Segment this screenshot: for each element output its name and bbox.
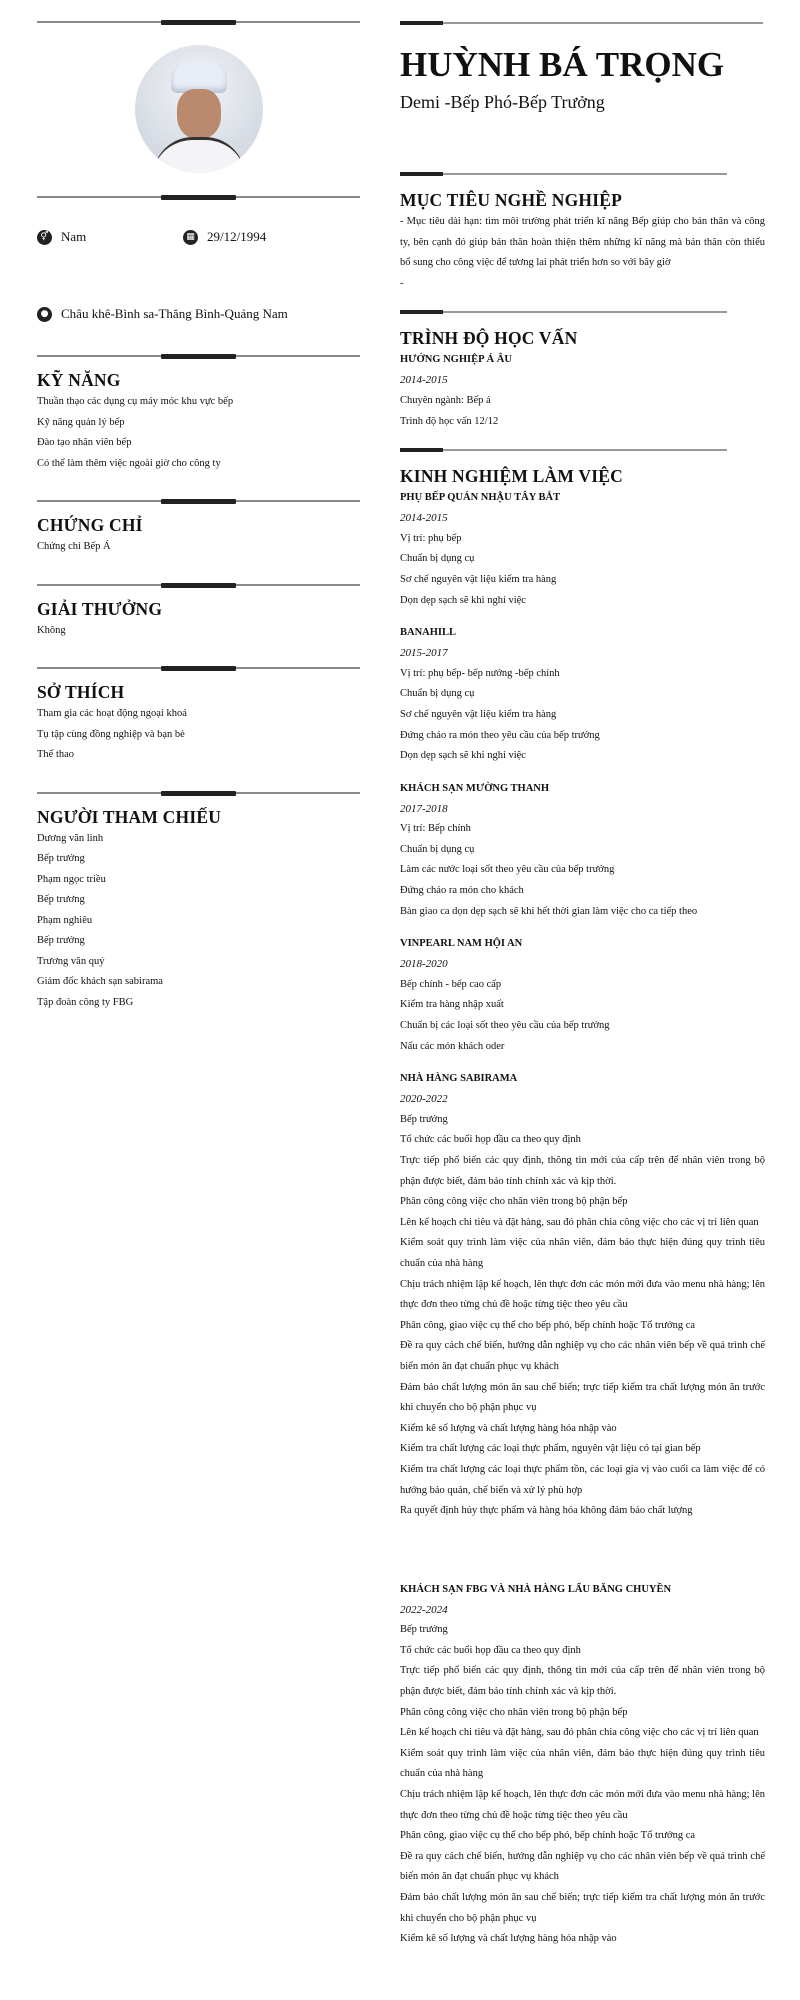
company-name: BANAHILL bbox=[400, 627, 457, 639]
job-entry bbox=[400, 779, 765, 923]
section-heading: GIẢI THƯỞNG bbox=[37, 598, 163, 619]
job-years: 2017-2018 bbox=[400, 802, 448, 815]
list-item: Chứng chỉ Bếp Á bbox=[37, 541, 111, 552]
job-duty: Đề ra quy cách chế biến, hướng dẫn nghiệp vụ cho các nhân viên bếp về quá trình chế biến món ăn đạt chuẩn phục vụ khách bbox=[400, 1850, 765, 1883]
divider bbox=[37, 20, 360, 24]
job-duty: Làm các nước loại sốt theo yêu cầu của bếp trưởng bbox=[400, 864, 615, 876]
job-duty: Sơ chế nguyên vật liệu kiểm tra hàng bbox=[400, 573, 557, 585]
divider bbox=[37, 791, 360, 795]
job-years: 2022-2024 bbox=[400, 1603, 448, 1616]
job-duty: Đảm bảo chất lượng món ăn sau chế biến; trực tiếp kiểm tra chất lượng món ăn trước khi chuyển cho bộ phận phục vụ bbox=[400, 1892, 765, 1924]
job-entry bbox=[400, 623, 765, 767]
section-experience bbox=[400, 448, 765, 1950]
list-item: Phạm nghiêu bbox=[37, 914, 93, 926]
job-duty: Phân công, giao việc cụ thể cho bếp phó, bếp chính hoặc Tổ trưởng ca bbox=[400, 1319, 696, 1331]
section-hobbies bbox=[37, 666, 360, 766]
divider bbox=[37, 354, 360, 358]
job-duty: Kiểm tra chất lượng các loại thực phẩm tồn, các loại gia vị vào cuối ca làm việc để có hướng bảo quản, chế biến và xử lý phù hợp bbox=[400, 1463, 765, 1496]
candidate-title: Demi -Bếp Phó-Bếp Trưởng bbox=[400, 92, 605, 112]
section-awards bbox=[37, 583, 360, 642]
job-duty: Dọn dẹp sạch sẽ khi nghỉ việc bbox=[400, 750, 526, 762]
company-name: NHÀ HÀNG SABIRAMA bbox=[400, 1073, 518, 1085]
job-duty: Phân công công việc cho nhân viên trong bộ phận bếp bbox=[400, 1196, 628, 1208]
job-duty: Tổ chức các buổi họp đầu ca theo quy định bbox=[400, 1644, 581, 1656]
job-years: 2020-2022 bbox=[400, 1093, 448, 1106]
job-duty: Chuẩn bị dụng cụ bbox=[400, 843, 475, 855]
job-duty: Chịu trách nhiệm lập kế hoạch, lên thực đơn các món mới đưa vào menu nhà hàng; lên thực đơn theo từng chủ đề hoặc từng tiệc theo yêu cầu bbox=[400, 1278, 765, 1311]
job-years: 2014-2015 bbox=[400, 512, 448, 525]
divider bbox=[400, 172, 727, 176]
list-item: Trương văn quý bbox=[37, 955, 105, 967]
job-entry bbox=[400, 1069, 765, 1521]
list-item: Không bbox=[37, 624, 66, 636]
job-duty: Trực tiếp phổ biến các quy định, thông tin mới của cấp trên để nhân viên trong bộ phận được biết, đảm bảo tính chính xác và kịp thời. bbox=[400, 1155, 765, 1187]
job-duty: Dọn dẹp sạch sẽ khi nghỉ việc bbox=[400, 594, 526, 606]
job-duty: Vị trí: phụ bếp bbox=[400, 532, 462, 544]
list-item: Giám đốc khách sạn sabirama bbox=[37, 976, 163, 987]
personal-info bbox=[37, 227, 360, 247]
right-column bbox=[400, 0, 765, 1950]
job-duty: Chuẩn bị dụng cụ bbox=[400, 553, 475, 565]
face-shape bbox=[177, 89, 221, 139]
job-duty: Đứng chảo ra món cho khách bbox=[400, 885, 524, 897]
job-duty: Chuẩn bị dụng cụ bbox=[400, 688, 475, 700]
address-value: Châu khê-Bình sa-Thăng Bình-Quảng Nam bbox=[61, 306, 288, 321]
job-duty: Trực tiếp phổ biến các quy định, thông tin mới của cấp trên để nhân viên trong bộ phận được biết, đảm bảo tính chính xác và kịp thời. bbox=[400, 1665, 765, 1698]
job-years: 2015-2017 bbox=[400, 647, 448, 660]
list-item: Bếp trưởng bbox=[37, 935, 85, 946]
job-duty: Phân công, giao việc cụ thể cho bếp phó, bếp chính hoặc Tổ trưởng ca bbox=[400, 1830, 696, 1842]
objective-text: - bbox=[400, 277, 404, 289]
divider bbox=[37, 499, 360, 503]
divider bbox=[400, 310, 727, 314]
job-duty: Kiểm kê số lượng và chất lượng hàng hóa nhập vào bbox=[400, 1422, 617, 1434]
gender-row bbox=[37, 227, 183, 247]
job-duty: Sơ chế nguyên vật liệu kiểm tra hàng bbox=[400, 708, 557, 720]
section-certificates bbox=[37, 499, 360, 558]
birthday-row bbox=[183, 227, 266, 247]
divider bbox=[37, 195, 360, 199]
section-heading: KINH NGHIỆM LÀM VIỆC bbox=[400, 466, 623, 487]
list-item: Phạm ngọc triều bbox=[37, 873, 106, 885]
job-duty: Đứng chảo ra món theo yêu cầu của bếp trưởng bbox=[400, 729, 600, 741]
job-duty: Kiểm soát quy trình làm việc của nhân viên, đảm bảo thực hiện đúng quy trình tiêu chuẩn của nhà hàng bbox=[400, 1237, 765, 1269]
job-duty: Lên kế hoạch chi tiêu và đặt hàng, sau đó phân chia công việc cho các vị trí liên quan bbox=[400, 1727, 759, 1739]
job-duty: Vị trí: Bếp chính bbox=[400, 823, 471, 835]
job-duty: Phân công công việc cho nhân viên trong bộ phận bếp bbox=[400, 1706, 628, 1718]
list-item: Bếp trương bbox=[37, 894, 85, 905]
list-item: Đào tạo nhân viên bếp bbox=[37, 437, 132, 448]
job-duty: Đảm bảo chất lượng món ăn sau chế biến; trực tiếp kiểm tra chất lượng món ăn trước khi chuyển cho bộ phận phục vụ bbox=[400, 1381, 765, 1414]
location-pin-icon: ● bbox=[37, 307, 52, 322]
section-heading: NGƯỜI THAM CHIẾU bbox=[37, 806, 222, 827]
job-entry bbox=[400, 1580, 765, 1950]
divider bbox=[400, 448, 727, 452]
job-entry bbox=[400, 488, 765, 611]
job-duty: Ra quyết định hủy thực phẩm và hàng hóa không đảm bảo chất lượng bbox=[400, 1505, 693, 1517]
gender-icon: ⚥ bbox=[37, 230, 52, 245]
school-name: HƯỚNG NGHIỆP Á ÂU bbox=[400, 354, 512, 366]
list-item: Thể thao bbox=[37, 749, 75, 760]
left-column bbox=[37, 0, 360, 1013]
education-detail: Chuyên ngành: Bếp á bbox=[400, 394, 491, 406]
list-item: Kỹ năng quản lý bếp bbox=[37, 416, 125, 428]
divider bbox=[37, 583, 360, 587]
job-duty: Nấu các món khách oder bbox=[400, 1040, 505, 1052]
section-objective bbox=[400, 172, 765, 294]
divider bbox=[400, 21, 763, 25]
job-entry bbox=[400, 934, 765, 1057]
section-skills bbox=[37, 354, 360, 474]
section-heading: SỞ THÍCH bbox=[37, 682, 125, 702]
company-name: PHỤ BẾP QUÁN NHẬU TÂY BẮT bbox=[400, 492, 561, 504]
section-heading: KỸ NĂNG bbox=[37, 370, 121, 390]
birthday-value: 29/12/1994 bbox=[207, 229, 267, 244]
list-item: Tập đoàn công ty FBG bbox=[37, 996, 134, 1008]
company-name: KHÁCH SẠN MƯỜNG THANH bbox=[400, 782, 550, 794]
list-item: Dương văn linh bbox=[37, 832, 104, 844]
chef-hat-shape bbox=[171, 59, 227, 93]
job-duty: Lên kế hoạch chi tiêu và đặt hàng, sau đó phân chia công việc cho các vị trí liên quan bbox=[400, 1216, 759, 1228]
job-duty: Bếp chính - bếp cao cấp bbox=[400, 978, 502, 990]
job-duty: Bếp trưởng bbox=[400, 1624, 448, 1636]
education-years: 2014-2015 bbox=[400, 374, 448, 387]
address-row bbox=[37, 304, 360, 324]
section-heading: MỤC TIÊU NGHỀ NGHIỆP bbox=[400, 190, 622, 210]
company-name: VINPEARL NAM HỘI AN bbox=[400, 938, 523, 950]
job-duty: Chịu trách nhiệm lập kế hoạch, lên thực đơn các món mới đưa vào menu nhà hàng; lên thực đơn theo từng chủ đề hoặc từng tiệc theo yêu cầu bbox=[400, 1789, 765, 1821]
job-years: 2018-2020 bbox=[400, 958, 448, 971]
job-duty: Đề ra quy cách chế biến, hướng dẫn nghiệp vụ cho các nhân viên bếp về quá trình chế biến món ăn đạt chuẩn phục vụ khách bbox=[400, 1340, 765, 1372]
objective-text: - Mục tiêu dài hạn: tìm môi trường phát triển kĩ năng Bếp giúp cho bản thân và công ty, bên cạnh đó giúp bản thân hoàn thiện thêm những kĩ năng mà bản thân còn thiếu bổ sung cho công việc để tương lai phát triển hơn so với bây giờ bbox=[400, 216, 765, 269]
job-duty: Chuẩn bị các loại sốt theo yêu cầu của bếp trưởng bbox=[400, 1020, 610, 1032]
job-duty: Tổ chức các buổi họp đầu ca theo quy định bbox=[400, 1134, 581, 1146]
section-references bbox=[37, 791, 360, 1014]
list-item: Tham gia các hoạt động ngoại khoá bbox=[37, 708, 187, 719]
list-item: Thuần thạo các dụng cụ máy móc khu vực bếp bbox=[37, 396, 234, 407]
job-duty: Kiểm tra chất lượng các loại thực phẩm, nguyên vật liệu có tại gian bếp bbox=[400, 1443, 701, 1455]
job-duty: Bàn giao ca dọn dẹp sạch sẽ khi hết thời gian làm việc cho ca tiếp theo bbox=[400, 905, 698, 917]
gender-value: Nam bbox=[61, 229, 87, 244]
list-item: Bếp trưởng bbox=[37, 853, 85, 864]
list-item: Tụ tập cùng đồng nghiệp và bạn bè bbox=[37, 728, 185, 740]
job-duty: Kiểm kê số lượng và chất lượng hàng hóa nhập vào bbox=[400, 1933, 617, 1945]
job-duty: Vị trí: phụ bếp- bếp nướng -bếp chính bbox=[400, 667, 560, 679]
education-detail: Trình độ học vấn 12/12 bbox=[400, 415, 499, 427]
divider bbox=[37, 666, 360, 670]
chef-coat-shape bbox=[153, 137, 245, 173]
section-heading: CHỨNG CHỈ bbox=[37, 515, 143, 535]
candidate-name: HUỲNH BÁ TRỌNG bbox=[400, 45, 725, 84]
job-duty: Kiểm tra hàng nhập xuất bbox=[400, 999, 504, 1011]
section-heading: TRÌNH ĐỘ HỌC VẤN bbox=[400, 328, 578, 349]
job-duty: Kiểm soát quy trình làm việc của nhân viên, đảm bảo thực hiện đúng quy trình tiêu chuẩn của nhà hàng bbox=[400, 1747, 765, 1780]
list-item: Có thể làm thêm việc ngoài giờ cho công ty bbox=[37, 457, 221, 469]
calendar-icon: ▦ bbox=[183, 230, 198, 245]
profile-photo bbox=[135, 45, 263, 173]
company-name: KHÁCH SẠN FBG VÀ NHÀ HÀNG LẨU BĂNG CHUYỀN bbox=[400, 1583, 672, 1595]
job-duty: Bếp trưởng bbox=[400, 1113, 448, 1125]
section-education bbox=[400, 310, 765, 432]
